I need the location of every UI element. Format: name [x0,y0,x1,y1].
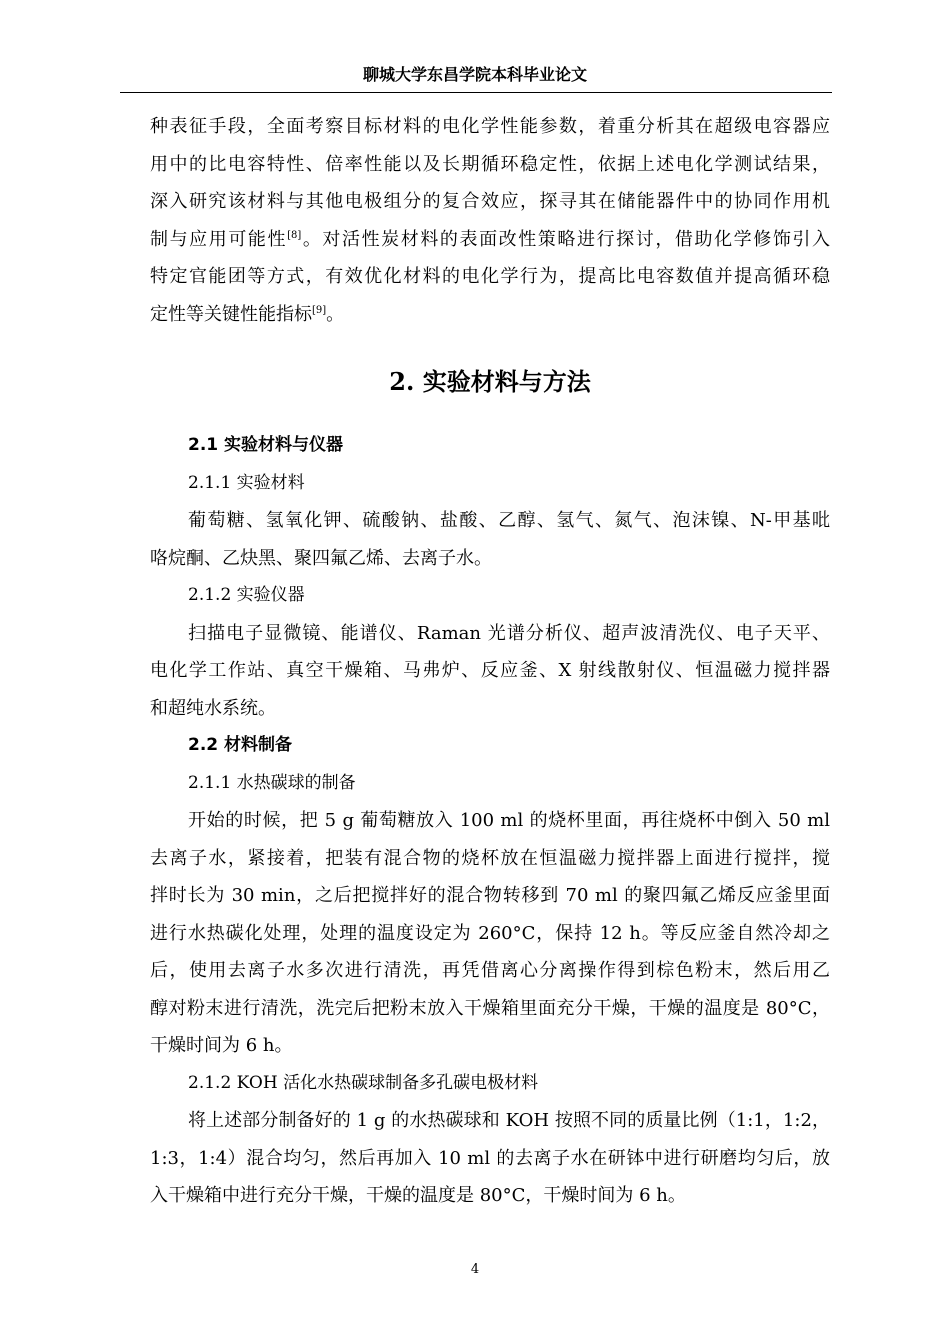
page-header: 聊城大学东昌学院本科毕业论文 [362,65,587,84]
materials-line: 葡萄糖、氢氧化钾、硫酸钠、盐酸、乙醇、氢气、氮气、泡沫镍、N-甲基吡 [188,510,830,531]
paragraph-line: 去离子水，紧接着，把装有混合物的烧杯放在恒温磁力搅拌器上面进行搅拌，搅 [150,847,830,869]
intro-text: 。对活性炭材料的表面改性策略进行探讨，借助化学修饰引入 [301,228,831,250]
paragraph-line: 1:3，1:4）混合均匀，然后再加入 10 ml 的去离子水在研钵中进行研磨均匀后，放 [150,1147,830,1169]
paragraph-line: 后，使用去离子水多次进行清洗，再凭借离心分离操作得到棕色粉末，然后用乙 [150,960,830,981]
subsubsection-heading: 2.1.2 KOH 活化水热碳球制备多孔碳电极材料 [188,1072,539,1093]
page-number: 4 [470,1262,480,1277]
subsubsection-heading: 2.1.2 实验仪器 [188,585,305,605]
paragraph-line: 醇对粉末进行清洗，洗完后把粉末放入干燥箱里面充分干燥，干燥的温度是 80°C， [150,997,830,1019]
intro-text: 定性等关键性能指标 [150,303,312,325]
paragraph-line: 开始的时候，把 5 g 葡萄糖放入 100 ml 的烧杯里面，再往烧杯中倒入 50 ml [188,810,830,831]
subsection-heading: 2.2 材料制备 [188,735,293,755]
materials-line: 咯烷酮、乙炔黑、聚四氟乙烯、去离子水。 [150,547,492,569]
paragraph-line: 将上述部分制备好的 1 g 的水热碳球和 KOH 按照不同的质量比例（1:1，1:2， [188,1110,830,1131]
intro-line [150,221,830,259]
page-body [150,108,830,1215]
header-rule [120,92,832,93]
subsubsection-heading: 2.1.1 水热碳球的制备 [188,772,356,793]
citation-8: [8] [287,229,302,241]
intro-line: 特定官能团等方式，有效优化材料的电化学行为，提高比电容数值并提高循环稳 [150,266,830,287]
intro-line: 用中的比电容特性、倍率性能以及长期循环稳定性，依据上述电化学测试结果， [150,153,830,175]
citation-9: [9] [312,304,327,316]
subsubsection-heading: 2.1.1 实验材料 [188,472,305,493]
paragraph-line: 干燥时间为 6 h。 [150,1035,293,1056]
intro-text: 。 [326,303,345,325]
intro-text: 制与应用可能性 [150,228,288,250]
intro-line [150,296,830,334]
intro-line: 深入研究该材料与其他电极组分的复合效应，探寻其在储能器件中的协同作用机 [150,191,830,212]
intro-line: 种表征手段，全面考察目标材料的电化学性能参数，着重分析其在超级电容器应 [150,116,830,137]
instruments-line: 电化学工作站、真空干燥箱、马弗炉、反应釜、X 射线散射仪、恒温磁力搅拌器 [150,660,830,681]
paragraph-line: 进行水热碳化处理，处理的温度设定为 260°C，保持 12 h。等反应釜自然冷却之 [150,922,830,944]
section-heading: 2. 实验材料与方法 [389,367,591,396]
paragraph-line: 入干燥箱中进行充分干燥，干燥的温度是 80°C，干燥时间为 6 h。 [150,1185,686,1206]
instruments-line: 扫描电子显微镜、能谱仪、Raman 光谱分析仪、超声波清洗仪、电子天平、 [188,622,830,644]
instruments-line: 和超纯水系统。 [150,697,276,719]
paragraph-line: 拌时长为 30 min，之后把搅拌好的混合物转移到 70 ml 的聚四氟乙烯反应釜里面 [150,885,830,906]
subsection-heading: 2.1 实验材料与仪器 [188,435,344,455]
